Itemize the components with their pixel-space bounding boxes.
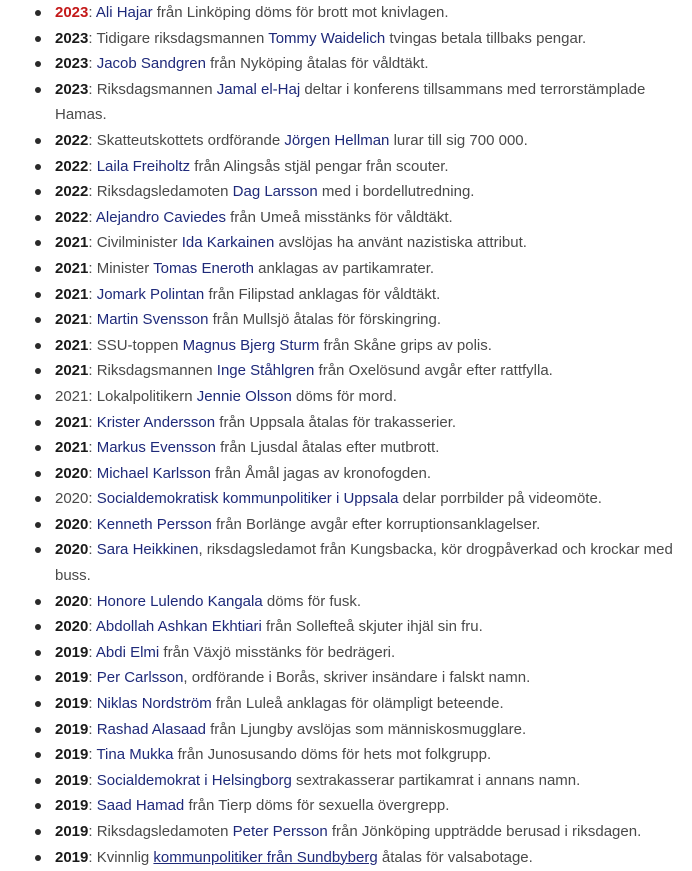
item-year: 2022 [55, 208, 89, 226]
item-year: 2021 [55, 259, 89, 277]
item-prefix-text: Riksdagsledamoten [96, 823, 233, 840]
item-link[interactable]: Socialdemokrat i Helsingborg [96, 771, 292, 789]
item-link[interactable]: Abdollah Ashkan Ekhtiari [95, 618, 262, 636]
item-year: 2021 [55, 285, 89, 303]
item-separator: : [88, 336, 97, 354]
item-separator: : [88, 259, 97, 277]
item-year: 2022 [55, 183, 89, 201]
item-link[interactable]: Kenneth Persson [96, 515, 212, 533]
item-description: från Ljungby avslöjas som människosmugglare. [205, 720, 527, 738]
list-item [0, 256, 692, 282]
item-description: från Mullsjö åtalas för förskingring. [208, 311, 442, 329]
item-link[interactable]: Jörgen Hellman [284, 131, 390, 149]
item-description: från Nyköping åtalas för våldtäkt. [205, 55, 429, 73]
item-description: tvingas betala tillbaks pengar. [385, 29, 587, 47]
item-link[interactable]: Rashad Alasaad [96, 720, 206, 738]
item-link[interactable]: Jacob Sandgren [96, 55, 206, 73]
list-item [0, 614, 692, 640]
item-prefix-text: SSU-toppen [96, 336, 183, 354]
list-item [0, 205, 692, 231]
item-description: från Alingsås stjäl pengar från scouter. [190, 157, 449, 175]
item-year: 2021 [55, 362, 89, 380]
list-item [0, 0, 692, 26]
list-item [0, 717, 692, 743]
item-year: 2023 [55, 55, 89, 73]
list-item [0, 154, 692, 180]
item-separator: : [88, 490, 97, 508]
item-link[interactable]: Magnus Bjerg Sturm [182, 336, 320, 354]
item-description: , riksdagsledamot från Kungsbacka, kör drogpåverkad och krockar med buss. [55, 541, 673, 585]
list-item [0, 461, 692, 487]
item-separator: : [88, 695, 97, 713]
item-description: från Junosusando döms för hets mot folkgrupp. [173, 746, 492, 764]
item-description: från Växjö misstänks för bedrägeri. [159, 643, 396, 661]
list-item [0, 358, 692, 384]
list-item [0, 410, 692, 436]
item-year: 2021 [55, 336, 89, 354]
item-year: 2023 [55, 80, 89, 98]
item-description: från Ljusdal åtalas efter mutbrott. [215, 439, 440, 457]
list-item [0, 77, 692, 128]
item-description: från Oxelösund avgår efter rattfylla. [314, 362, 553, 380]
item-year: 2023 [55, 4, 89, 21]
item-description: , ordförande i Borås, skriver insändare i falskt namn. [183, 669, 531, 687]
item-link[interactable]: Markus Evensson [96, 439, 216, 457]
item-link[interactable]: Martin Svensson [96, 311, 209, 329]
item-separator: : [88, 131, 97, 149]
list-item [0, 768, 692, 794]
item-separator: : [88, 387, 97, 405]
item-description: från Uppsala åtalas för trakasserier. [215, 413, 457, 431]
item-separator: : [88, 413, 97, 431]
item-description: från Linköping döms för brott mot knivlagen. [152, 4, 449, 21]
item-description: från Borlänge avgår efter korruptionsanklagelser. [211, 515, 541, 533]
list-item [0, 26, 692, 52]
item-year: 2019 [55, 643, 89, 661]
list-item [0, 486, 692, 512]
item-prefix-text: Riksdagsmannen [96, 362, 217, 380]
list-item [0, 51, 692, 77]
item-separator: : [88, 439, 97, 457]
item-link[interactable]: Tina Mukka [96, 746, 174, 764]
item-separator: : [88, 618, 96, 636]
item-description: från Tierp döms för sexuella övergrepp. [184, 797, 450, 815]
list-item [0, 793, 692, 819]
item-link[interactable]: Alejandro Caviedes [95, 208, 226, 226]
item-year: 2020 [55, 464, 89, 482]
item-year: 2019 [55, 848, 89, 866]
item-link[interactable]: Tommy Waidelich [268, 29, 386, 47]
item-link[interactable]: Ida Karkainen [181, 234, 275, 252]
item-separator: : [88, 464, 97, 482]
item-prefix-text: Lokalpolitikern [96, 387, 197, 405]
item-link[interactable]: Per Carlsson [96, 669, 184, 687]
item-description: från Jönköping uppträdde berusad i riksdagen. [327, 823, 642, 840]
item-year: 2020 [55, 515, 89, 533]
item-description: döms för mord. [291, 387, 397, 405]
list-item [0, 128, 692, 154]
item-description: sextrakasserar partikamrat i annans namn. [291, 771, 581, 789]
item-separator: : [88, 183, 97, 201]
item-separator: : [88, 208, 96, 226]
item-link[interactable]: Jennie Olsson [196, 387, 292, 405]
item-description: delar porrbilder på videomöte. [398, 490, 602, 508]
item-separator: : [88, 746, 97, 764]
list-item [0, 333, 692, 359]
item-separator: : [88, 720, 97, 738]
item-link[interactable]: Jomark Polintan [96, 285, 205, 303]
item-year: 2021 [55, 413, 89, 431]
item-year: 2019 [55, 797, 89, 815]
item-description: från Filipstad anklagas för våldtäkt. [204, 285, 441, 303]
item-separator: : [88, 4, 96, 21]
item-separator: : [88, 234, 97, 252]
item-separator: : [88, 55, 97, 73]
item-year: 2019 [55, 771, 89, 789]
item-separator: : [88, 669, 97, 687]
item-link[interactable]: Krister Andersson [96, 413, 216, 431]
item-year: 2020 [55, 618, 89, 636]
item-year: 2019 [55, 695, 89, 713]
item-description: med i bordellutredning. [317, 183, 475, 201]
item-separator: : [88, 643, 96, 661]
item-link[interactable]: Peter Persson [232, 823, 328, 840]
item-year: 2021 [55, 387, 89, 405]
item-separator: : [88, 157, 97, 175]
item-link[interactable]: Laila Freiholtz [96, 157, 191, 175]
item-year: 2020 [55, 592, 89, 610]
item-link[interactable]: Jamal el-Haj [216, 80, 301, 98]
list-item [0, 742, 692, 768]
item-separator: : [88, 592, 97, 610]
item-year: 2021 [55, 234, 89, 252]
item-year: 2020 [55, 490, 89, 508]
item-separator: : [88, 515, 97, 533]
item-link[interactable]: Inge Ståhlgren [216, 362, 315, 380]
item-separator: : [88, 848, 97, 866]
item-year: 2019 [55, 823, 89, 840]
list-item [0, 665, 692, 691]
list-item [0, 537, 692, 588]
item-separator: : [88, 823, 97, 840]
list-item [0, 691, 692, 717]
item-separator: : [88, 771, 97, 789]
list-item [0, 512, 692, 538]
item-prefix-text: Riksdagsmannen [96, 80, 217, 98]
item-link[interactable]: Tomas Eneroth [153, 259, 255, 277]
item-description: från Sollefteå skjuter ihjäl sin fru. [261, 618, 483, 636]
item-year: 2021 [55, 311, 89, 329]
item-prefix-text: Riksdagsledamoten [96, 183, 233, 201]
item-link[interactable]: Sara Heikkinen [96, 541, 199, 559]
item-year: 2020 [55, 541, 89, 559]
list-item [0, 384, 692, 410]
item-prefix-text: Kvinnlig [96, 848, 154, 866]
item-description: från Åmål jagas av kronofogden. [210, 464, 432, 482]
item-description: avslöjas ha använt nazistiska attribut. [274, 234, 527, 252]
item-separator: : [88, 797, 97, 815]
item-description: från Umeå misstänks för våldtäkt. [225, 208, 453, 226]
item-separator: : [88, 285, 97, 303]
item-link[interactable]: Socialdemokratisk kommunpolitiker i Uppsala [96, 490, 399, 508]
list-item [0, 845, 692, 871]
item-description: anklagas av partikamrater. [254, 259, 435, 277]
item-year: 2019 [55, 720, 89, 738]
item-prefix-text: Skatteutskottets ordförande [96, 131, 285, 149]
item-year: 2019 [55, 669, 89, 687]
list-item [0, 589, 692, 615]
item-link[interactable]: Dag Larsson [232, 183, 318, 201]
list-item [0, 640, 692, 666]
item-link[interactable]: Ali Hajar [95, 4, 153, 21]
list-item [0, 435, 692, 461]
item-separator: : [88, 541, 97, 559]
item-link[interactable]: Abdi Elmi [95, 643, 160, 661]
item-year: 2023 [55, 29, 89, 47]
item-description: deltar i konferens tillsammans med terrorstämplade Hamas. [55, 80, 646, 124]
item-separator: : [88, 29, 97, 47]
item-year: 2022 [55, 157, 89, 175]
item-separator: : [88, 362, 97, 380]
item-year: 2022 [55, 131, 89, 149]
item-separator: : [88, 311, 97, 329]
item-separator: : [88, 80, 97, 98]
list-item [0, 819, 692, 845]
item-prefix-text: Minister [96, 259, 154, 277]
item-link[interactable]: Michael Karlsson [96, 464, 211, 482]
list-item [0, 282, 692, 308]
list-item [0, 179, 692, 205]
item-description: från Skåne grips av polis. [319, 336, 492, 354]
item-prefix-text: Tidigare riksdagsmannen [96, 29, 269, 47]
item-link[interactable]: Honore Lulendo Kangala [96, 592, 263, 610]
item-link[interactable]: Niklas Nordström [96, 695, 212, 713]
item-description: lurar till sig 700 000. [389, 131, 528, 149]
item-description: döms för fusk. [262, 592, 362, 610]
item-year: 2021 [55, 439, 89, 457]
item-description: från Luleå anklagas för olämpligt beteende. [211, 695, 504, 713]
item-year: 2019 [55, 746, 89, 764]
item-prefix-text: Civilminister [96, 234, 182, 252]
list-item [0, 307, 692, 333]
item-link[interactable]: kommunpolitiker från Sundbyberg [153, 848, 378, 866]
list-item [0, 230, 692, 256]
item-link[interactable]: Saad Hamad [96, 797, 185, 815]
item-description: åtalas för valsabotage. [377, 848, 533, 866]
